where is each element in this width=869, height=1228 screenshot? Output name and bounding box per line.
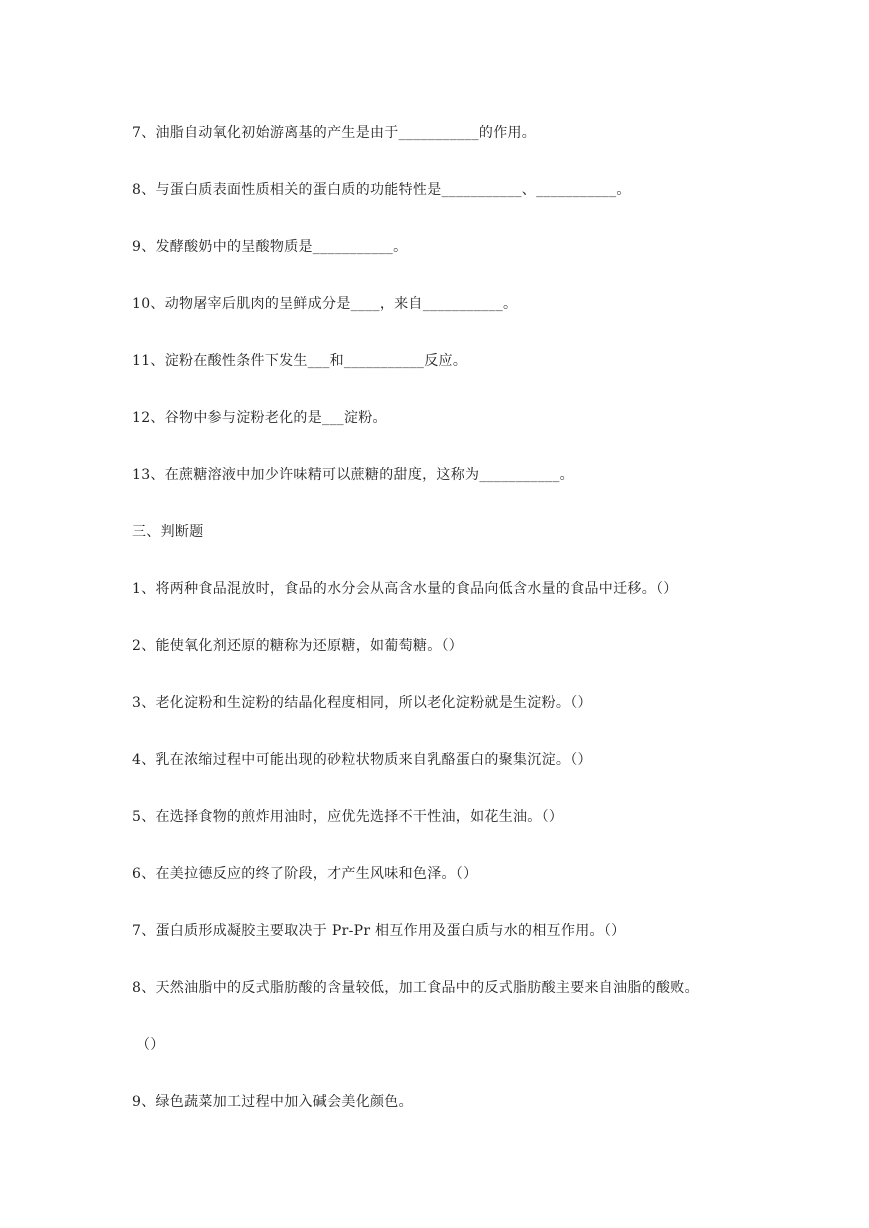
section-title: 三、判断题 xyxy=(132,524,204,540)
question-tf-8-answer-bracket: （） xyxy=(136,1037,165,1053)
question-tf-4: 4、乳在浓缩过程中可能出现的砂粒状物质来自乳酪蛋白的聚集沉淀。（） xyxy=(132,752,592,768)
question-tf-1: 1、将两种食品混放时，食品的水分会从高含水量的食品向低含水量的食品中迁移。（） xyxy=(132,581,678,597)
question-tf-8: 8、天然油脂中的反式脂肪酸的含量较低，加工食品中的反式脂肪酸主要来自油脂的酸败。 xyxy=(132,980,699,996)
question-fill-10: 10、动物屠宰后肌肉的呈鲜成分是____，来自___________。 xyxy=(132,296,518,312)
question-fill-13: 13、在蔗糖溶液中加少许味精可以蔗糖的甜度，这称为___________。 xyxy=(132,467,574,483)
question-tf-3: 3、老化淀粉和生淀粉的结晶化程度相同，所以老化淀粉就是生淀粉。（） xyxy=(132,695,592,711)
question-fill-8: 8、与蛋白质表面性质相关的蛋白质的功能特性是___________、___________。 xyxy=(132,182,631,198)
question-tf-5: 5、在选择食物的煎炸用油时，应优先选择不干性油，如花生油。（） xyxy=(132,809,564,825)
question-tf-2: 2、能使氧化剂还原的糖称为还原糖，如葡萄糖。（） xyxy=(132,638,464,654)
question-tf-7: 7、蛋白质形成凝胶主要取决于 Pr-Pr 相互作用及蛋白质与水的相互作用。（） xyxy=(132,923,626,939)
question-tf-6: 6、在美拉德反应的终了阶段，才产生风味和色泽。（） xyxy=(132,866,478,882)
question-fill-7: 7、油脂自动氧化初始游离基的产生是由于___________的作用。 xyxy=(132,125,537,141)
question-fill-11: 11、淀粉在酸性条件下发生___和___________反应。 xyxy=(132,353,468,369)
question-fill-9: 9、发酵酸奶中的呈酸物质是___________。 xyxy=(132,239,408,255)
question-fill-12: 12、谷物中参与淀粉老化的是___淀粉。 xyxy=(132,410,387,426)
question-tf-9: 9、绿色蔬菜加工过程中加入碱会美化颜色。 xyxy=(132,1094,413,1110)
